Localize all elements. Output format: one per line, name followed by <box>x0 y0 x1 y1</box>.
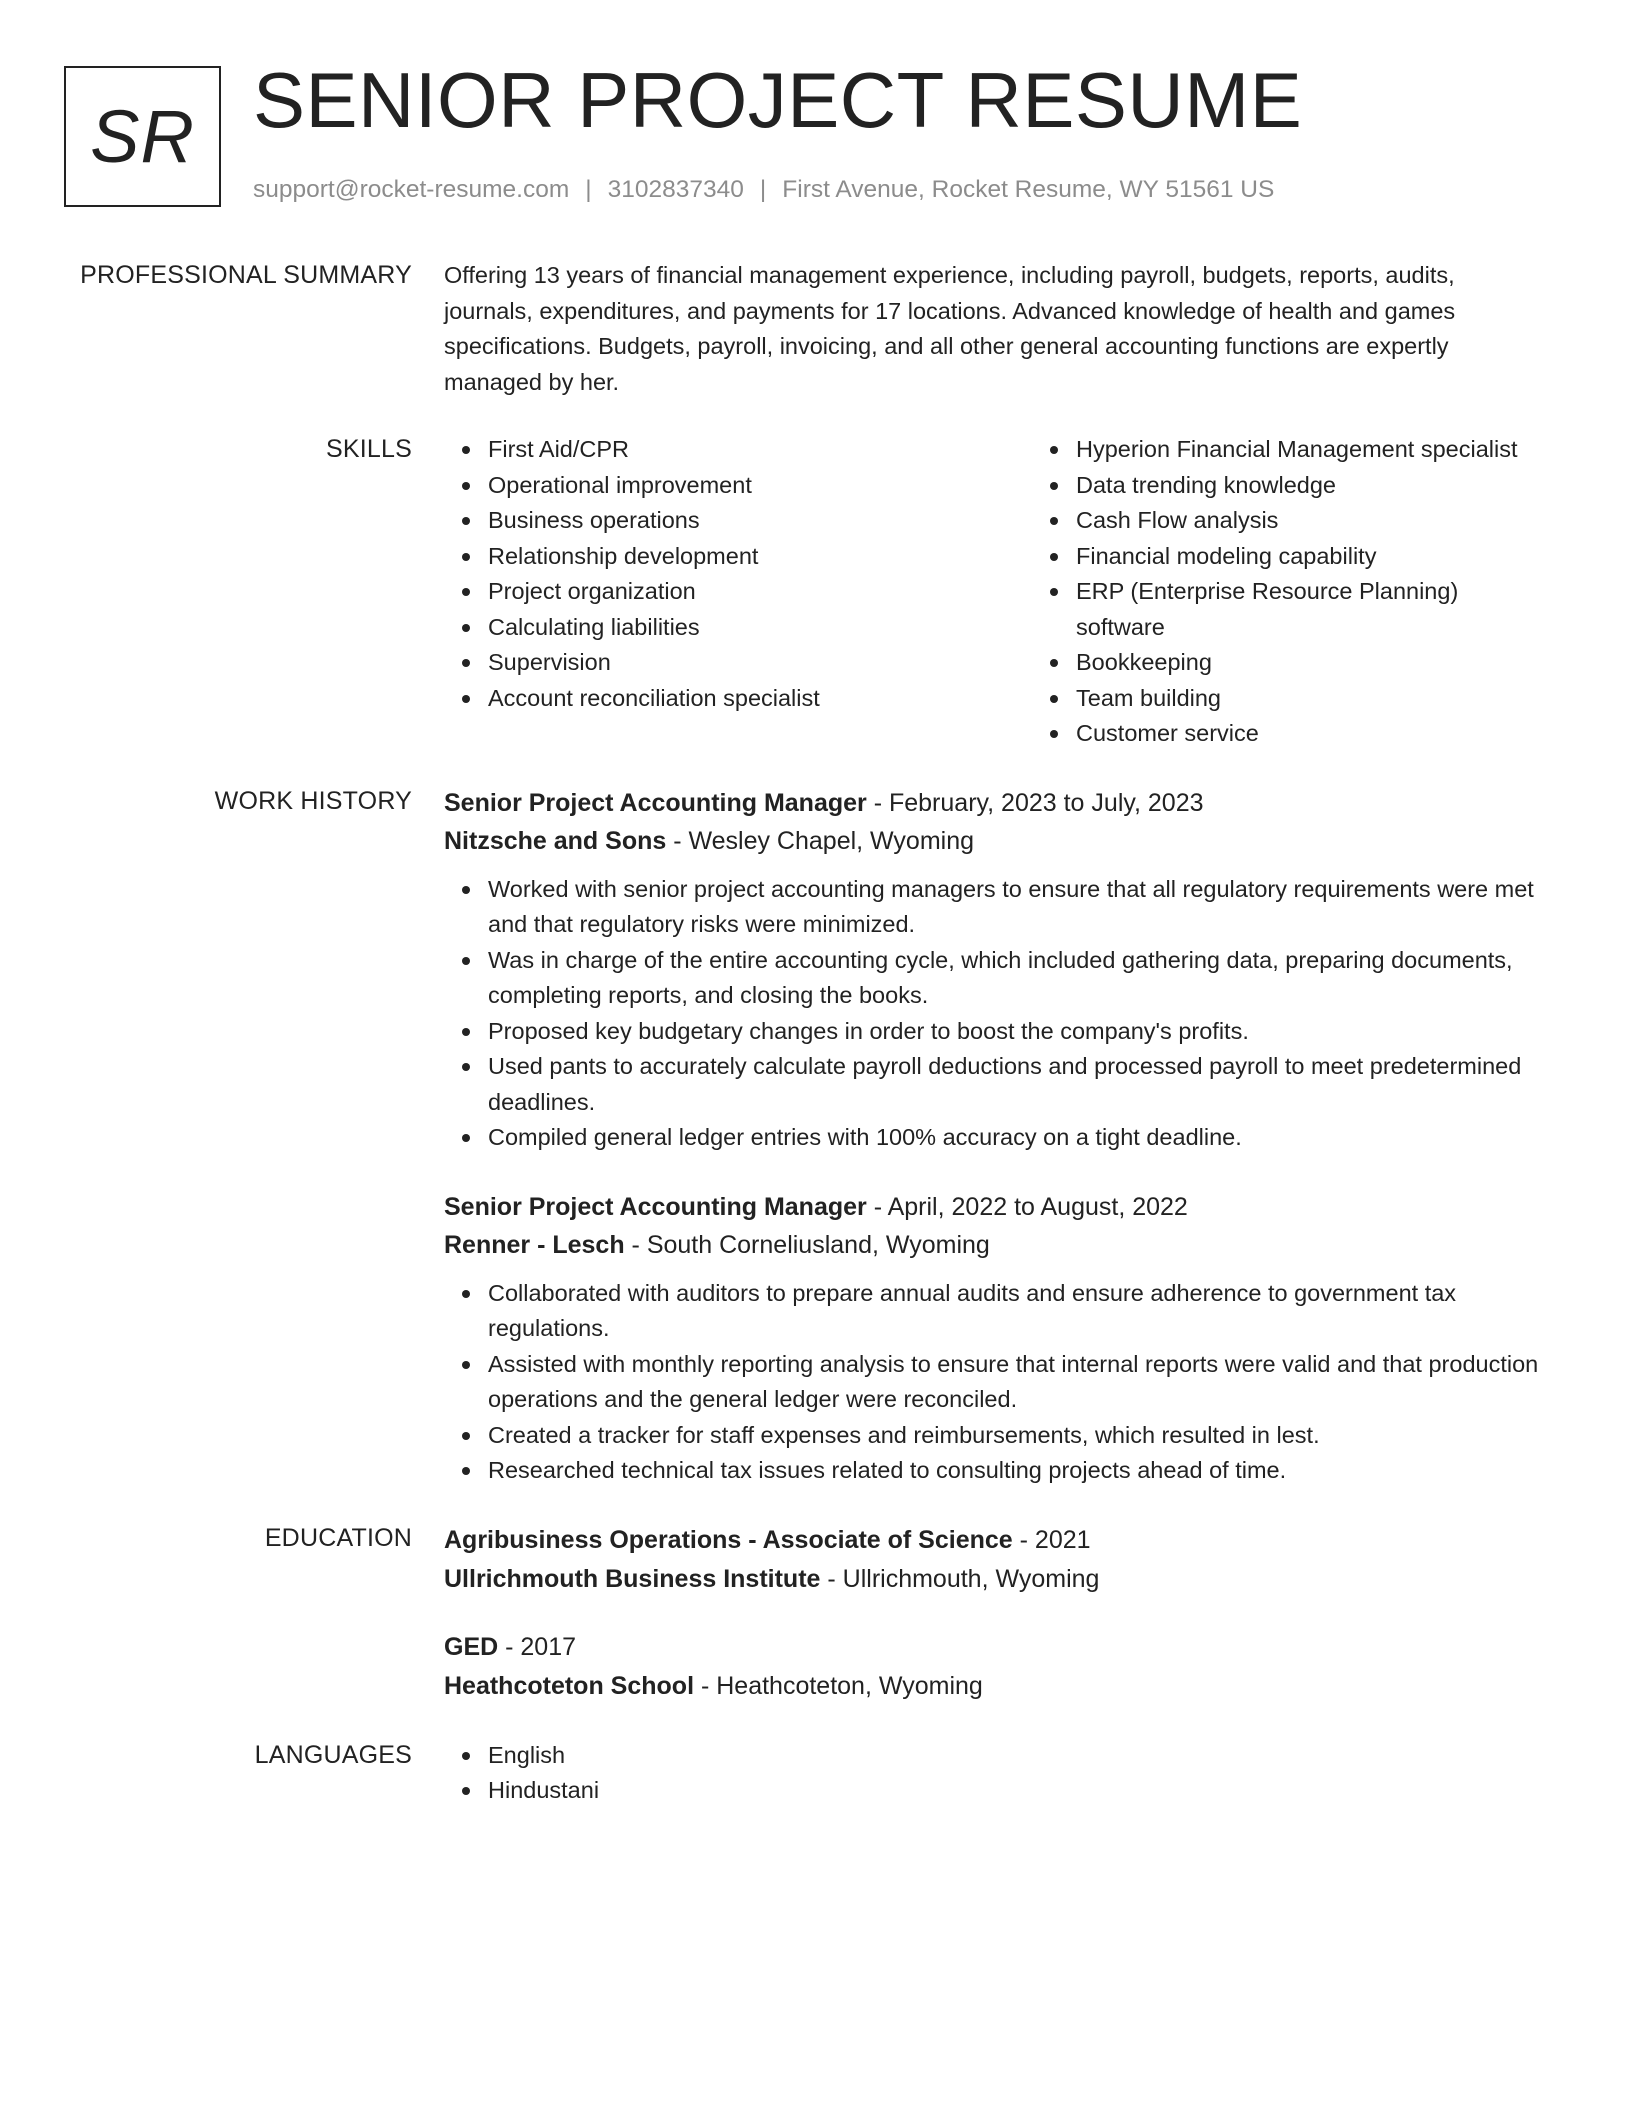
job-bullet: Used pants to accurately calculate payroll deductions and processed payroll to meet predetermined deadlines. <box>488 1049 1544 1120</box>
language-item: English <box>488 1738 1544 1774</box>
summary-body <box>444 258 1544 400</box>
section-label-skills: SKILLS <box>326 435 412 463</box>
skill-item: Financial modeling capability <box>1076 539 1544 575</box>
education-school-line <box>444 1667 1544 1706</box>
job-bullet: Collaborated with auditors to prepare annual audits and ensure adherence to government tax regulations. <box>488 1276 1544 1347</box>
job-bullet: Worked with senior project accounting managers to ensure that all regulatory requirements were met and that regulatory risks were minimized. <box>488 872 1544 943</box>
education-degree-line <box>444 1521 1544 1560</box>
languages-body <box>444 1738 1544 1809</box>
job-title: Senior Project Accounting Manager <box>444 1192 867 1221</box>
skill-item: Supervision <box>488 645 1032 681</box>
job-location: - Wesley Chapel, Wyoming <box>666 826 975 855</box>
skill-item: Bookkeeping <box>1076 645 1544 681</box>
skill-item: First Aid/CPR <box>488 432 1032 468</box>
work-body <box>444 784 1544 1489</box>
skills-list-right <box>1032 432 1544 752</box>
section-languages <box>0 1738 1632 1809</box>
monogram-initials: SR <box>90 95 195 178</box>
education-year: - 2017 <box>498 1632 577 1661</box>
job-title-line <box>444 1188 1544 1226</box>
skills-body <box>444 432 1544 752</box>
contact-phone[interactable]: 3102837340 <box>607 176 744 203</box>
section-work-history <box>0 784 1632 1489</box>
section-label-summary: PROFESSIONAL SUMMARY <box>80 261 412 289</box>
skill-item: Calculating liabilities <box>488 610 1032 646</box>
languages-list <box>444 1738 1544 1809</box>
education-entry <box>444 1521 1544 1599</box>
job-bullet: Compiled general ledger entries with 100% accuracy on a tight deadline. <box>488 1120 1544 1156</box>
job-dates: - February, 2023 to July, 2023 <box>866 788 1204 817</box>
skill-item: Team building <box>1076 681 1544 717</box>
language-item: Hindustani <box>488 1773 1544 1809</box>
skill-item: Data trending knowledge <box>1076 468 1544 504</box>
resume-sections <box>0 258 1632 1841</box>
job-title: Senior Project Accounting Manager <box>444 788 867 817</box>
contact-email[interactable]: support@rocket-resume.com <box>253 176 570 203</box>
job-company-line <box>444 822 1544 860</box>
contact-separator: | <box>585 176 592 203</box>
job-company-line <box>444 1226 1544 1264</box>
resume-name: SENIOR PROJECT RESUME <box>253 56 1303 144</box>
education-body <box>444 1521 1544 1706</box>
skill-item: ERP (Enterprise Resource Planning) software <box>1076 574 1544 645</box>
summary-text: Offering 13 years of financial management experience, including payroll, budgets, reports, audits, journals, expenditures, and payments for 17 locations. Advanced knowledge of health and games specifications. Budgets, payroll, invoicing, and all other general accounting functions are expertly managed by her. <box>444 262 1456 395</box>
monogram-logo <box>64 66 221 207</box>
job-company: Renner - Lesch <box>444 1230 625 1259</box>
section-summary <box>0 258 1632 400</box>
job-entry <box>444 1188 1544 1489</box>
skill-item: Account reconciliation specialist <box>488 681 1032 717</box>
contact-separator: | <box>759 176 767 203</box>
section-label-education: EDUCATION <box>264 1523 412 1552</box>
job-bullet: Created a tracker for staff expenses and reimbursements, which resulted in lest. <box>488 1418 1544 1454</box>
skill-item: Customer service <box>1076 716 1544 752</box>
section-education <box>0 1521 1632 1706</box>
skill-item: Cash Flow analysis <box>1076 503 1544 539</box>
job-entry <box>444 784 1544 1156</box>
skill-item: Operational improvement <box>488 468 1032 504</box>
education-school: Ullrichmouth Business Institute <box>444 1564 821 1593</box>
education-school: Heathcoteton School <box>444 1671 695 1700</box>
contact-line <box>253 174 1274 206</box>
job-dates: - April, 2022 to August, 2022 <box>866 1192 1188 1221</box>
education-degree-line <box>444 1628 1544 1667</box>
job-bullet: Proposed key budgetary changes in order to boost the company's profits. <box>488 1014 1544 1050</box>
education-year: - 2021 <box>1012 1525 1091 1554</box>
skill-item: Project organization <box>488 574 1032 610</box>
job-bullet: Researched technical tax issues related to consulting projects ahead of time. <box>488 1453 1544 1489</box>
education-location: - Heathcoteton, Wyoming <box>694 1671 983 1700</box>
job-location: - South Corneliusland, Wyoming <box>624 1230 990 1259</box>
education-school-line <box>444 1560 1544 1599</box>
contact-address: First Avenue, Rocket Resume, WY 51561 US <box>782 176 1275 203</box>
job-bullet: Was in charge of the entire accounting cycle, which included gathering data, preparing documents, completing reports, and closing the books. <box>488 943 1544 1014</box>
education-degree: Agribusiness Operations - Associate of Science <box>444 1525 1013 1554</box>
education-entry <box>444 1628 1544 1706</box>
job-title-line <box>444 784 1544 822</box>
job-bullets <box>444 872 1544 1156</box>
job-bullets <box>444 1276 1544 1489</box>
section-skills <box>0 432 1632 752</box>
skill-item: Hyperion Financial Management specialist <box>1076 432 1544 468</box>
job-bullet: Assisted with monthly reporting analysis to ensure that internal reports were valid and that production operations and the general ledger were reconciled. <box>488 1347 1544 1418</box>
skill-item: Business operations <box>488 503 1032 539</box>
section-label-work-history: WORK HISTORY <box>214 786 412 815</box>
education-location: - Ullrichmouth, Wyoming <box>820 1564 1100 1593</box>
section-label-languages: LANGUAGES <box>254 1740 412 1769</box>
education-degree: GED <box>444 1632 499 1661</box>
job-company: Nitzsche and Sons <box>444 826 667 855</box>
skills-list-left <box>444 432 1032 752</box>
skill-item: Relationship development <box>488 539 1032 575</box>
